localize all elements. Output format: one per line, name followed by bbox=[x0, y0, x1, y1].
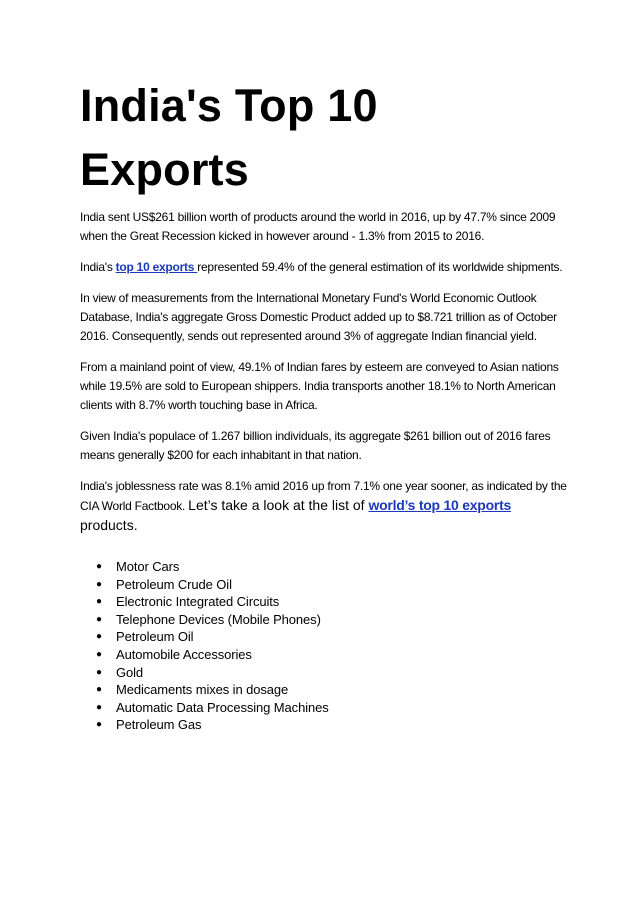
bullet-icon: ● bbox=[96, 684, 102, 696]
paragraph-6-text-large: Let’s take a look at the list of bbox=[188, 497, 369, 513]
paragraph-6-text-before: India's joblessness rate was 8.1% amid 2016 up from 7.1% one year sooner, as indicated by the CIA World Factbook. bbox=[80, 479, 567, 513]
paragraph-6 bbox=[80, 477, 570, 536]
title-line-2: Exports bbox=[80, 144, 249, 195]
list-item bbox=[96, 593, 570, 611]
list-item bbox=[96, 681, 570, 699]
list-item bbox=[96, 628, 570, 646]
bullet-icon: ● bbox=[96, 631, 102, 643]
list-item bbox=[96, 646, 570, 664]
bullet-icon: ● bbox=[96, 561, 102, 572]
bullet-icon: ● bbox=[96, 701, 102, 713]
list-item-label: Petroleum Oil bbox=[116, 629, 194, 645]
list-item-label: Automobile Accessories bbox=[116, 646, 252, 662]
paragraph-3: In view of measurements from the International Monetary Fund's World Economic Outlook Database, India's aggregate Gross Domestic Product added up to $8.721 trillion as of October 2016. Consequently, sends out represented around 3% of aggregate Indian financial yield. bbox=[80, 291, 557, 343]
list-item-label: Telephone Devices (Mobile Phones) bbox=[116, 611, 321, 627]
paragraph-2-text-after: represented 59.4% of the general estimation of its worldwide shipments. bbox=[197, 260, 563, 274]
list-item-label: Gold bbox=[116, 664, 144, 680]
bullet-icon: ● bbox=[96, 666, 102, 678]
list-item-label: Electronic Integrated Circuits bbox=[116, 594, 280, 610]
list-item-label: Medicaments mixes in dosage bbox=[116, 682, 289, 698]
document-page bbox=[80, 74, 570, 734]
page-title bbox=[80, 74, 570, 202]
exports-list bbox=[80, 558, 570, 734]
list-item bbox=[96, 576, 570, 594]
bullet-icon: ● bbox=[96, 719, 102, 731]
list-item-label: Petroleum Gas bbox=[116, 717, 202, 733]
list-item bbox=[96, 716, 570, 734]
bullet-icon: ● bbox=[96, 648, 102, 660]
list-item bbox=[96, 664, 570, 682]
bullet-icon: ● bbox=[96, 613, 102, 625]
bullet-icon: ● bbox=[96, 578, 102, 590]
paragraph-1: India sent US$261 billion worth of products around the world in 2016, up by 47.7% since 2009 when the Great Recession kicked in however around - 1.3% from 2015 to 2016. bbox=[80, 210, 556, 243]
paragraph-2 bbox=[80, 258, 570, 277]
list-item bbox=[96, 699, 570, 717]
list-item-label: Motor Cars bbox=[116, 559, 180, 574]
list-item bbox=[96, 558, 570, 576]
list-item bbox=[96, 611, 570, 629]
title-line-1: India's Top 10 bbox=[80, 80, 378, 131]
paragraph-5: Given India's populace of 1.267 billion individuals, its aggregate $261 billion out of 2016 fares means generally $200 for each inhabitant in that nation. bbox=[80, 429, 551, 462]
list-item-label: Petroleum Crude Oil bbox=[116, 576, 232, 592]
world-top-10-exports-link[interactable]: world’s top 10 exports bbox=[368, 497, 512, 513]
paragraph-2-text-before: India's bbox=[80, 260, 116, 274]
bullet-icon: ● bbox=[96, 596, 102, 608]
list-item-label: Automatic Data Processing Machines bbox=[116, 699, 329, 715]
top-10-exports-link[interactable]: top 10 exports bbox=[115, 260, 198, 274]
paragraph-6-text-end: products. bbox=[80, 517, 138, 533]
paragraph-4: From a mainland point of view, 49.1% of Indian fares by esteem are conveyed to Asian nations while 19.5% are sold to European shippers. India transports another 18.1% to North American clients with 8.7% worth touching base in Africa. bbox=[80, 360, 559, 412]
